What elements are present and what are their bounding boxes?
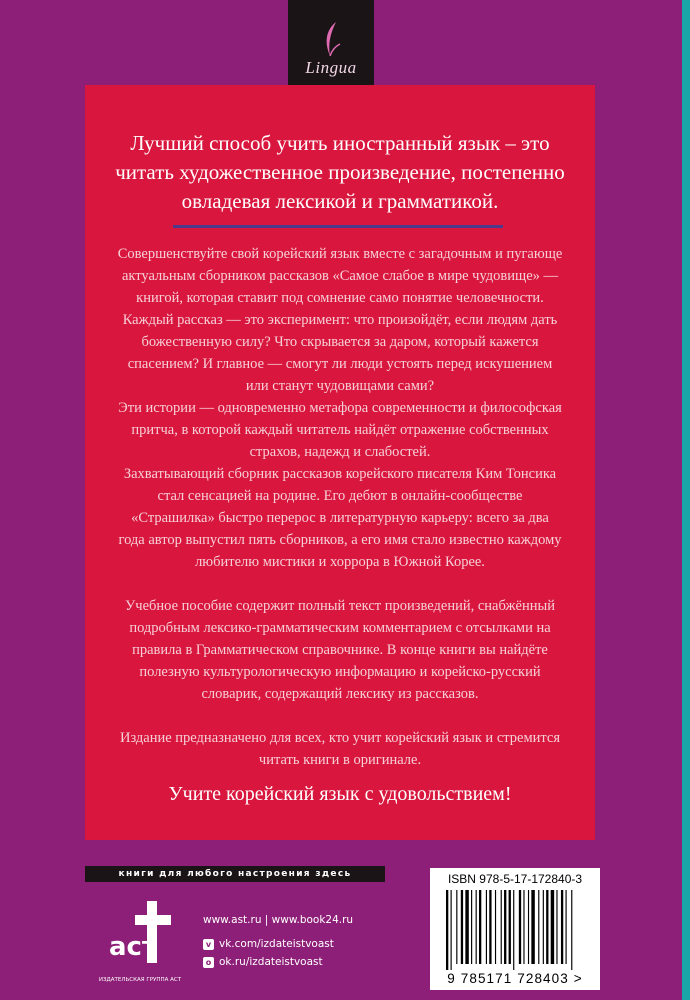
barcode-bar <box>479 890 481 964</box>
barcode-bar <box>523 890 524 964</box>
website-links[interactable]: www.ast.ru | www.book24.ru <box>203 914 354 926</box>
barcode <box>444 890 594 970</box>
barcode-bar <box>471 890 472 964</box>
paragraph: Эти истории — одновременно метафора современности и философская притча, в которой каждый читатель найдёт отражение собственных страхов, надежд и слабостей. <box>118 400 562 460</box>
barcode-bar <box>571 890 572 970</box>
ok-link[interactable]: ok.ru/izdateistvoast <box>219 956 323 968</box>
barcode-bar <box>465 890 468 964</box>
vk-link[interactable]: vk.com/izdateistvoast <box>219 938 334 950</box>
barcode-bar <box>566 890 567 964</box>
barcode-bar <box>501 890 502 964</box>
barcode-bar <box>561 890 563 964</box>
lingua-logo <box>288 0 374 94</box>
description-body <box>117 243 563 793</box>
ok-icon: o <box>203 957 214 968</box>
barcode-box <box>430 868 600 990</box>
barcode-bar <box>451 890 452 970</box>
barcode-number: 9 785171 728403 > <box>447 971 583 986</box>
barcode-bar <box>446 890 448 970</box>
barcode-bar <box>556 890 557 964</box>
final-slogan: Учите корейский язык с удовольствием! <box>168 783 512 805</box>
barcode-bar <box>489 890 491 964</box>
barcode-bar <box>551 890 554 964</box>
barcode-bar <box>546 890 548 964</box>
ast-logo-text: аст <box>109 932 158 962</box>
barcode-bar <box>456 890 457 964</box>
vk-icon: v <box>203 939 214 950</box>
quill-icon <box>318 20 344 60</box>
lead-text: Лучший способ учить иностранный язык – это читать художественное произведение, постепенно овладевая лексикой и грамматикой. <box>115 131 565 213</box>
barcode-bar <box>538 890 539 964</box>
ast-logo-icon <box>85 893 193 977</box>
description-panel <box>85 85 595 840</box>
tagline-banner: книги для любого настроения здесь <box>85 866 385 882</box>
publisher-links <box>203 911 353 971</box>
isbn-text: ISBN 978-5-17-172840-3 <box>447 872 583 886</box>
barcode-bar <box>486 890 487 964</box>
barcode-bar <box>509 890 511 964</box>
publisher-caption: ИЗДАТЕЛЬСКАЯ ГРУППА АСТ <box>98 977 182 983</box>
barcode-bar <box>476 890 477 964</box>
barcode-bar <box>504 890 506 964</box>
paragraph: Учебное пособие содержит полный текст произведений, снабжённый подробным лексико-грамматическим комментарием с отсылками на правила в Грамматическом справочнике. В конце книги вы найдёте полезную культурологическую информацию и корейско-русский словарик, содержащий лексику из рассказов. <box>125 598 555 702</box>
paragraph: Захватывающий сборник рассказов корейского писателя Ким Тонсика стал сенсацией на родине. Его дебют в онлайн-сообществе «Страшилка» быстро перерос в литературную карьеру: всего за два года автор выпустил пять сборников, а его имя стало известно каждому любителю мистики и хоррора в Южной Корее. <box>118 466 562 570</box>
paragraph: Издание предназначено для всех, кто учит корейский язык и стремится читать книги в оригинале. <box>119 730 561 768</box>
barcode-bar <box>513 890 514 970</box>
barcode-bar <box>461 890 463 964</box>
divider <box>173 225 503 228</box>
barcode-bar <box>528 890 529 964</box>
barcode-bar <box>519 890 521 964</box>
paragraph: Совершенствуйте свой корейский язык вместе с загадочным и пугающе актуальным сборником рассказов «Самое слабое в мире чудовище» — книгой, которая ставит под сомнение само понятие человечности. Каждый рассказ — это эксперимент: что произойдёт, если людям дать божественную силу? Что скрывается за даром, который кажется спасением? И главное — смогут ли люди устоять перед искушением или станут чудовищами сами? <box>117 246 563 394</box>
logo-brand: Lingua <box>305 58 357 77</box>
barcode-bar <box>531 890 534 964</box>
barcode-bar <box>495 890 496 964</box>
spine-edge <box>682 0 690 1000</box>
barcode-bar <box>543 890 544 964</box>
